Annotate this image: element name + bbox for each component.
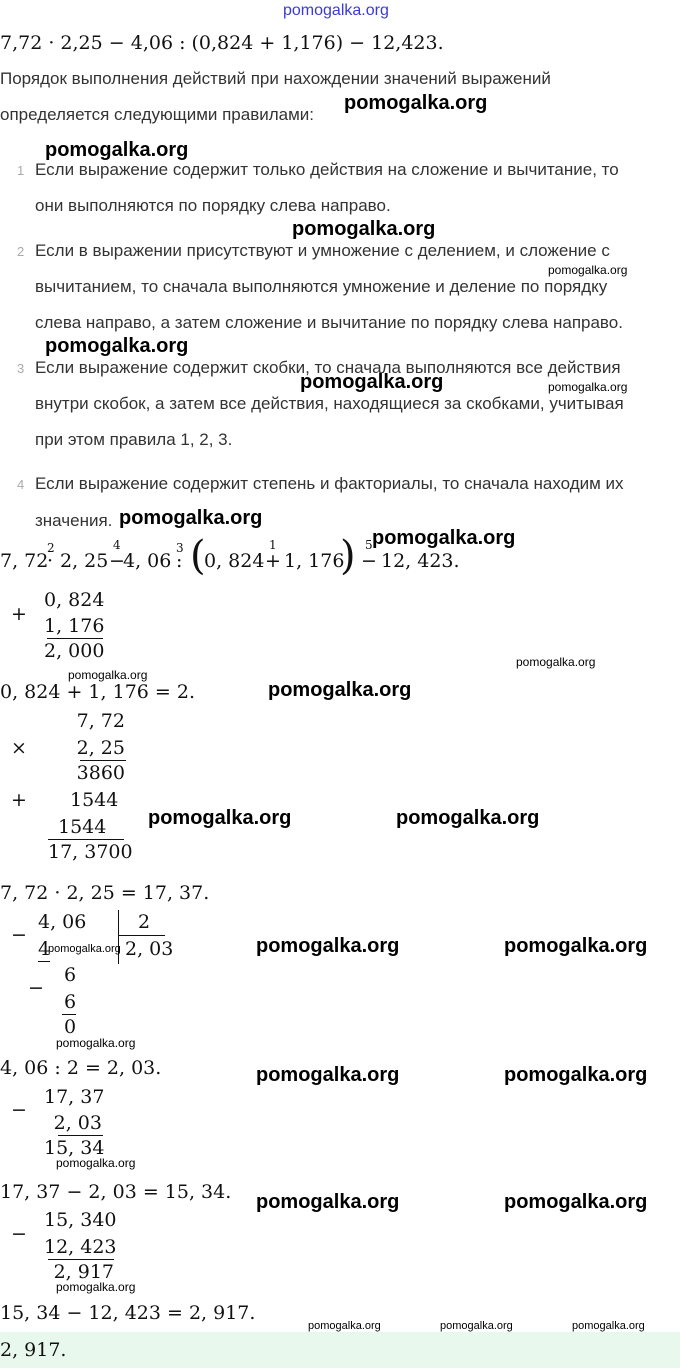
div-subtrahend-1: 4 xyxy=(38,938,51,960)
mul-result: 17, 3700 xyxy=(48,841,133,863)
rule-3-line-2: внутри скобок, а затем все действия, находящиеся за скобками, учитывая xyxy=(35,394,624,413)
ordered-op-5: − xyxy=(361,550,377,572)
order-mark-3: 3 xyxy=(176,541,184,555)
sub1-equation: 17, 37 − 2, 03 = 15, 34. xyxy=(0,1181,232,1203)
div-divisor: 2 xyxy=(138,911,151,933)
watermark: pomogalka.org xyxy=(56,1036,136,1050)
watermark: pomogalka.org xyxy=(308,1320,381,1332)
div-line-1 xyxy=(38,961,50,962)
watermark: pomogalka.org xyxy=(504,1191,648,1213)
div-sign: − xyxy=(11,924,27,946)
watermark: pomogalka.org xyxy=(48,943,121,955)
watermark: pomogalka.org xyxy=(45,139,189,161)
add-result: 2, 000 xyxy=(44,640,105,662)
mul-sign: × xyxy=(11,737,27,759)
watermark: pomogalka.org xyxy=(292,218,436,240)
add-equation: 0, 824 + 1, 176 = 2. xyxy=(0,681,195,703)
watermark: pomogalka.org xyxy=(548,380,628,394)
mul-operand-b: 2, 25 xyxy=(76,737,125,759)
div-line-2 xyxy=(62,1014,76,1015)
watermark: pomogalka.org xyxy=(256,935,400,957)
add-operand-a: 0, 824 xyxy=(44,589,105,611)
watermark: pomogalka.org xyxy=(344,92,488,114)
div-dividend: 4, 06 xyxy=(38,911,87,933)
watermark: pomogalka.org xyxy=(504,1064,648,1086)
sub1-operand-b: 2, 03 xyxy=(53,1112,102,1134)
mul-partial-3: 1544 xyxy=(58,816,107,838)
order-mark-1: 1 xyxy=(269,538,277,552)
sub1-operand-a: 17, 37 xyxy=(44,1086,105,1108)
div-vertical-line xyxy=(118,910,119,964)
intro-line-1: Порядок выполнения действий при нахождении значений выражений xyxy=(0,69,551,88)
sub2-sign: − xyxy=(11,1223,27,1245)
add-sign: + xyxy=(11,603,27,625)
rule-2-line-3: слева направо, а затем сложение и вычитание по порядку слева направо. xyxy=(35,313,623,332)
order-mark-4: 4 xyxy=(113,538,121,552)
intro-line-2: определяется следующими правилами: xyxy=(0,105,315,124)
mul-partial-2: 1544 xyxy=(70,789,119,811)
ordered-term-4: 0, 824 xyxy=(204,550,265,572)
rule-4-line-2: значения. xyxy=(35,511,113,530)
div-divisor-line xyxy=(119,935,165,936)
rule-number-1: 1 xyxy=(17,163,25,178)
answer-bar xyxy=(0,1332,680,1368)
watermark: pomogalka.org xyxy=(56,1156,136,1170)
sub2-operand-b: 12, 423 xyxy=(44,1236,117,1258)
ordered-op-3: : xyxy=(176,550,183,572)
div-quotient: 2, 03 xyxy=(125,938,174,960)
sub1-line xyxy=(58,1135,103,1136)
watermark: pomogalka.org xyxy=(119,507,263,529)
rule-2-line-1: Если в выражении присутствуют и умножение с делением, и сложение с xyxy=(35,241,610,260)
mul-line-1 xyxy=(80,760,126,761)
div-zero: 0 xyxy=(64,1016,77,1038)
rule-number-2: 2 xyxy=(17,244,25,259)
ordered-paren-open: ( xyxy=(190,533,206,579)
mul-line-2 xyxy=(48,839,124,840)
watermark: pomogalka.org xyxy=(56,1280,136,1294)
watermark: pomogalka.org xyxy=(148,807,292,829)
rule-1-line-1: Если выражение содержит только действия на сложение и вычитание, то xyxy=(35,160,619,179)
watermark: pomogalka.org xyxy=(572,1320,645,1332)
watermark: pomogalka.org xyxy=(68,668,148,682)
sub1-sign: − xyxy=(11,1099,27,1121)
watermark: pomogalka.org xyxy=(268,679,412,701)
ordered-op-2: − xyxy=(109,550,125,572)
mul-operand-a: 7, 72 xyxy=(76,710,125,732)
ordered-op-4: + xyxy=(265,550,281,572)
order-mark-5: 5 xyxy=(365,538,373,552)
watermark: pomogalka.org xyxy=(396,807,540,829)
div-remainder: 6 xyxy=(64,964,77,986)
ordered-term-5: 1, 176 xyxy=(284,550,345,572)
ordered-op-1: · xyxy=(47,550,54,572)
rule-1-line-2: они выполняются по порядку слева направо. xyxy=(35,196,391,215)
sub2-line xyxy=(48,1259,114,1260)
watermark: pomogalka.org xyxy=(300,371,444,393)
rule-3-line-3: при этом правила 1, 2, 3. xyxy=(35,430,233,449)
ordered-paren-close: ) xyxy=(340,533,356,579)
watermark: pomogalka.org xyxy=(548,263,628,277)
site-watermark-top: pomogalka.org xyxy=(283,2,389,19)
rule-3-line-1: Если выражение содержит скобки, то сначала выполняются все действия xyxy=(35,358,621,377)
rule-number-3: 3 xyxy=(17,361,25,376)
mul-plus-sign: + xyxy=(11,789,27,811)
problem-expression: 7,72 · 2,25 − 4,06 : (0,824 + 1,176) − 12,423. xyxy=(0,32,444,54)
add-result-line xyxy=(47,638,103,639)
div-equation: 4, 06 : 2 = 2, 03. xyxy=(0,1057,162,1079)
mul-equation: 7, 72 · 2, 25 = 17, 37. xyxy=(0,882,210,904)
rule-number-4: 4 xyxy=(17,477,25,492)
ordered-term-1: 7, 72 xyxy=(0,550,49,572)
watermark: pomogalka.org xyxy=(440,1320,513,1332)
final-answer: 2, 917. xyxy=(0,1339,67,1361)
ordered-term-2: 2, 25 xyxy=(60,550,109,572)
watermark: pomogalka.org xyxy=(516,655,596,669)
ordered-term-3: 4, 06 xyxy=(123,550,172,572)
div-subtrahend-2: 6 xyxy=(64,991,77,1013)
watermark: pomogalka.org xyxy=(256,1064,400,1086)
mul-partial-1: 3860 xyxy=(76,762,125,784)
sub2-equation: 15, 34 − 12, 423 = 2, 917. xyxy=(0,1302,256,1324)
watermark: pomogalka.org xyxy=(256,1191,400,1213)
sub2-result: 2, 917 xyxy=(53,1261,114,1283)
ordered-term-6: 12, 423. xyxy=(381,550,460,572)
add-operand-b: 1, 176 xyxy=(44,615,105,637)
watermark: pomogalka.org xyxy=(504,935,648,957)
sub2-operand-a: 15, 340 xyxy=(44,1209,117,1231)
rule-2-line-2: вычитанием, то сначала выполняются умножение и деление по порядку xyxy=(35,277,608,296)
watermark: pomogalka.org xyxy=(45,335,189,357)
order-mark-2: 2 xyxy=(47,541,55,555)
div-sign-2: − xyxy=(28,977,44,999)
watermark: pomogalka.org xyxy=(372,527,516,549)
rule-4-line-1: Если выражение содержит степень и факториалы, то сначала находим их xyxy=(35,474,624,493)
sub1-result: 15, 34 xyxy=(44,1137,105,1159)
